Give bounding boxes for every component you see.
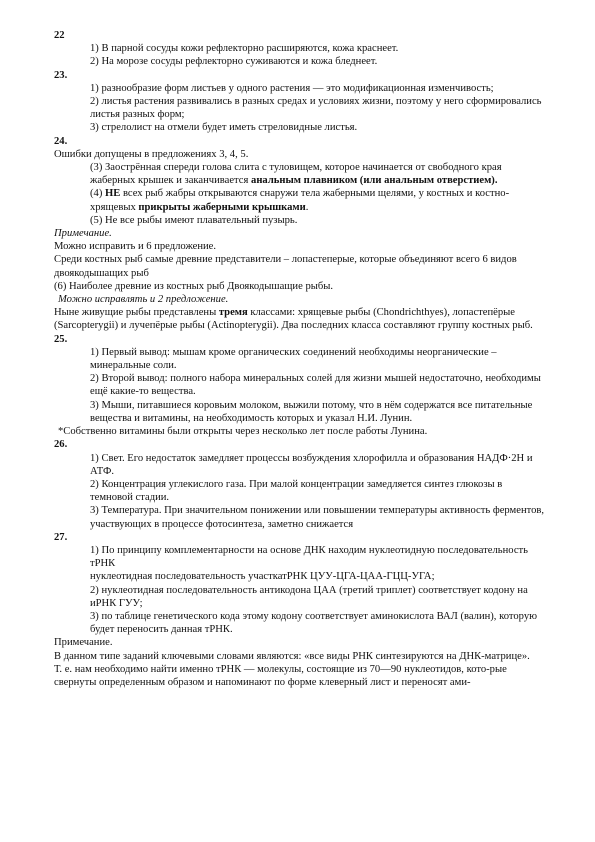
note-label-24: Примечание. (54, 228, 112, 240)
note-24-line-2: Среди костных рыб самые древние представители – лопастеперые, которые объединяют всего 6 видов двоякодышащих рыб (54, 254, 517, 279)
answer-25-item-3: 3) Мыши, питавшиеся коровьим молоком, выжили потому, что в нём содержатся все питательные вещества и витамины, на необходимость которых и указал Н.И. Лунин. (90, 399, 533, 424)
answer-27-item-2: 2) нуклеотидная последовательность антикодона ЦАА (третий триплет) соответствует кодону на иРНК ГУУ; (90, 584, 528, 609)
note-24-line-3: (6) Наиболее древние из костных рыб Двоякодышащие рыбы. (54, 280, 334, 292)
answer-24-item-4-bold-ne: НЕ (105, 188, 121, 200)
answer-25-item-2: 2) Второй вывод: полного набора минеральных солей для жизни мышей недостаточно, необходимы ещё какие-то вещества. (90, 373, 541, 398)
note-27-line-1: В данном типе заданий ключевыми словами являются: «все виды РНК синтезируются на ДНК-матрице». (54, 650, 530, 662)
answer-22-item-1: 1) В парной сосуды кожи рефлекторно расширяются, кожа краснеет. (90, 43, 399, 55)
answer-24-item-4-bold: прикрыты жаберными крышками (138, 201, 306, 213)
note-27-line-2: Т. е. нам необходимо найти именно тРНК — молекулы, состоящие из 70—90 нуклеотидов, кото-рые свернуты определенным образом и напоминают по форме клеверный лист и переносят ами- (54, 663, 507, 688)
note-24-line-5 (54, 306, 546, 332)
answer-25-item-1: 1) Первый вывод: мышам кроме органических соединений необходимы неорганические – минеральные соли. (90, 346, 497, 372)
answer-24-item-3 (54, 161, 546, 187)
answer-27-item-1b: нуклеотидная последовательность участкатРНК ЦУУ-ЦГА-ЦАА-ГЦЦ-УГА; (90, 571, 435, 583)
answer-23-item-3: 3) стрелолист на отмели будет иметь стреловидные листья. (90, 122, 358, 134)
answer-26-item-1: 1) Свет. Его недостаток замедляет процессы возбуждения хлорофилла и образования НАДФ·2Н и АТФ. (90, 452, 533, 477)
note-24-line-1: Можно исправить и 6 предложение. (54, 241, 217, 253)
answer-24-item-4-end: . (305, 201, 309, 213)
note-24-line-5-rest: классами: хрящевые рыбы (Chondrichthyes), лопастепёрые (Sarcopterygii) и лучепёрые рыбы (Actinopterygii). Два последних класса составляют группу костных рыб. (54, 307, 533, 332)
note-label-27: Примечание. (54, 637, 113, 649)
question-number-24: 24. (54, 135, 68, 147)
note-24-line-5-text: Ныне живущие рыбы представлены (54, 307, 219, 319)
question-number-27: 27. (54, 531, 68, 543)
question-number-25: 25. (54, 333, 68, 345)
answer-26-item-3: 3) Температура. При значительном понижении или повышении температуры активность ферментов, участвующих в процессе фотосинтеза, заметно снижается (90, 505, 545, 530)
question-number-22: 22 (54, 30, 65, 41)
question-number-23: 23. (54, 69, 68, 81)
answer-27-item-1: 1) По принципу комплементарности на основе ДНК находим нуклеотидную последовательность тРНК (90, 544, 528, 570)
question-number-26: 26. (54, 439, 68, 451)
answer-24-item-4-text: всех рыб жабры открываются снаружи тела жаберными щелями, у костных и костно-хрящевых (90, 188, 510, 213)
answer-24-item-5: (5) Не все рыбы имеют плавательный пузырь. (90, 214, 298, 226)
answer-key-content (54, 29, 546, 689)
answer-22-item-2: 2) На морозе сосуды рефлекторно суживаются и кожа бледнеет. (90, 56, 378, 68)
answer-23-item-2: 2) листья растения развивались в разных средах и условиях жизни, поэтому у него сформировались листья разных форм; (90, 96, 542, 121)
answer-24-intro: Ошибки допущены в предложениях 3, 4, 5. (54, 148, 249, 160)
answer-24-item-3-text: (3) Заострённая спереди голова слита с туловищем, которое начинается от свободного края жаберных крышек и заканчивается (90, 162, 502, 187)
note-24-line-4: Можно исправлять и 2 предложение. (58, 294, 229, 306)
answer-26-item-2: 2) Концентрация углекислого газа. При малой концентрации замедляется синтез глюкозы в темновой стадии. (90, 478, 503, 504)
note-24-line-5-bold: тремя (218, 307, 248, 319)
answer-23-item-1: 1) разнообразие форм листьев у одного растения — это модификационная изменчивость; (90, 82, 494, 94)
answer-25-footnote: *Собственно витамины были открыты через несколько лет после работы Лунина. (58, 426, 428, 438)
answer-27-item-3: 3) по таблице генетического кода этому кодону соответствует аминокислота ВАЛ (валин), которую будет переносить данная тРНК. (90, 610, 538, 636)
answer-24-item-4 (54, 187, 546, 213)
answer-24-item-4-prefix: (4) (90, 188, 106, 200)
answer-24-item-3-bold: анальным плавником (или анальным отверстием). (251, 175, 498, 187)
